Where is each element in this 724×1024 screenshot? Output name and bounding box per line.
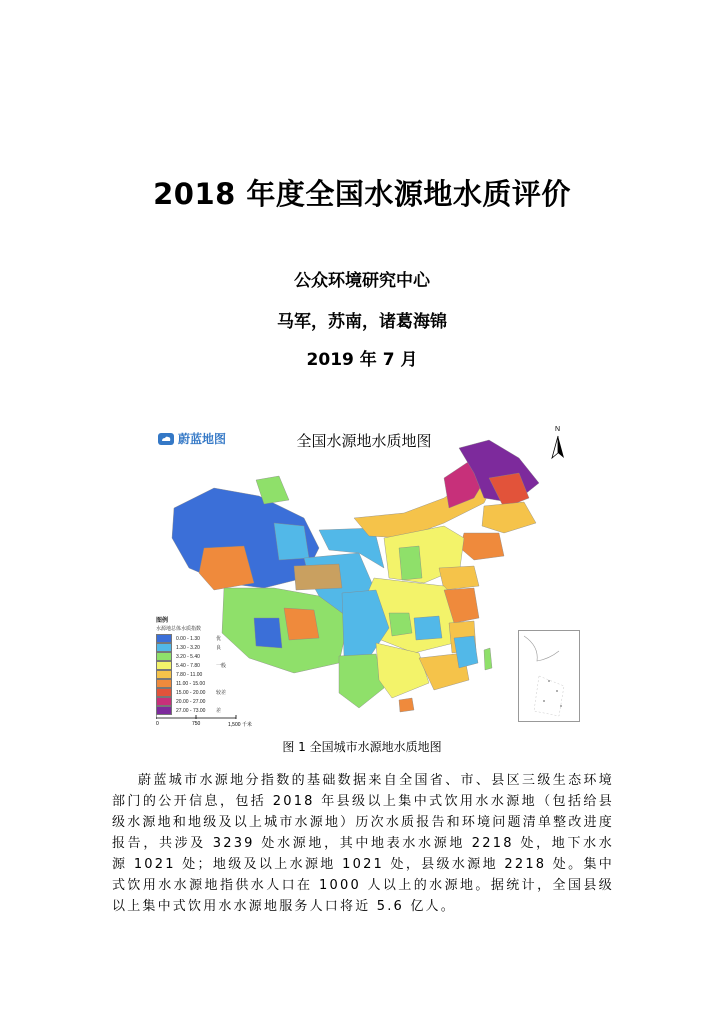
region-xinjiang-west <box>199 546 254 590</box>
north-label: N <box>555 426 561 433</box>
region-taiwan <box>484 648 492 670</box>
legend-row <box>156 652 246 661</box>
inset-map <box>519 631 579 721</box>
legend-swatch <box>156 670 172 679</box>
region-hubei-lakes <box>414 616 442 640</box>
region-hainan <box>399 698 414 712</box>
region-xinjiang-east <box>274 523 309 560</box>
organization-name: 公众环境研究中心 <box>294 271 430 291</box>
legend-swatch <box>156 661 172 670</box>
legend-row <box>156 634 246 643</box>
legend-subtitle: 水源地总体水质指数 <box>156 626 202 632</box>
legend-swatch <box>156 688 172 697</box>
region-yunnan <box>339 654 384 708</box>
scale-label-1500: 1,500 千米 <box>228 722 252 728</box>
region-shandong <box>439 566 479 590</box>
north-arrow-icon <box>550 428 566 464</box>
south-china-sea-inset <box>518 630 580 722</box>
legend-row <box>156 670 246 679</box>
region-qinghai-basin <box>294 564 342 590</box>
map-legend <box>156 615 246 715</box>
legend-range: 3.20 - 5.40 <box>176 653 200 660</box>
region-chongqing <box>389 613 412 636</box>
map-scale-bar <box>156 714 256 728</box>
legend-range: 11.00 - 15.00 <box>176 680 206 687</box>
legend-swatch <box>156 634 172 643</box>
legend-title: 图例 <box>156 618 169 624</box>
region-tibet-east <box>254 618 282 648</box>
legend-swatch <box>156 652 172 661</box>
legend-swatch <box>156 643 172 652</box>
legend-row <box>156 643 246 652</box>
legend-grade: 一般 <box>216 663 227 669</box>
publication-date: 2019 年 7 月 <box>306 350 418 370</box>
legend-range: 0.00 - 1.30 <box>176 635 200 642</box>
legend-swatch <box>156 679 172 688</box>
legend-swatch <box>156 697 172 706</box>
map-title: 全国水源地水质地图 <box>296 432 432 450</box>
legend-range: 7.80 - 11.00 <box>176 671 203 678</box>
legend-range: 20.00 - 27.00 <box>176 698 206 705</box>
legend-range: 15.00 - 20.00 <box>176 689 206 696</box>
legend-range: 27.00 - 73.00 <box>176 707 206 714</box>
legend-row <box>156 697 246 706</box>
legend-range: 5.40 - 7.80 <box>176 662 200 669</box>
legend-range: 1.30 - 3.20 <box>176 644 200 651</box>
figure-caption: 图 1 全国城市水源地水质地图 <box>282 740 442 754</box>
body-paragraph: 蔚蓝城市水源地分指数的基础数据来自全国省、市、县区三级生态环境部门的公开信息，包括 2018 年县级以上集中式饮用水水源地（包括给县级水源地和地级及以上城市水源地）历次水质报告和环境问题清单整改进度报告，共涉及 3239 处水源地，其中地表水水源地 2218 处，地下水水源 1021 处；地级及以上水源地 1021 处，县级水源地 2218 处。集中式饮用水水源地指供水人口在 1000 人以上的水源地。据统计，全国县级以上集中式饮用水水源地服务人口将近 5.6 亿人。 <box>112 773 614 914</box>
legend-rows <box>156 634 246 715</box>
region-tibet-central <box>284 608 319 640</box>
legend-grade: 较差 <box>216 690 227 696</box>
legend-grade: 良 <box>216 645 222 651</box>
legend-grade: 差 <box>216 708 222 714</box>
water-quality-map-figure <box>144 418 584 734</box>
region-liaoning <box>460 533 504 560</box>
brand-name: 蔚蓝地图 <box>178 432 227 446</box>
document-title: 2018 年度全国水源地水质评价 <box>153 177 571 211</box>
scale-label-750: 750 <box>192 721 201 727</box>
author-list: 马军，苏南，诸葛海锦 <box>277 312 447 332</box>
legend-row <box>156 679 246 688</box>
legend-grade: 优 <box>216 636 222 642</box>
region-jilin <box>482 502 536 533</box>
scale-bar-graphic <box>156 714 256 720</box>
legend-row <box>156 661 246 670</box>
legend-row <box>156 688 246 697</box>
scale-label-0: 0 <box>156 721 159 727</box>
region-shanxi <box>399 546 422 580</box>
